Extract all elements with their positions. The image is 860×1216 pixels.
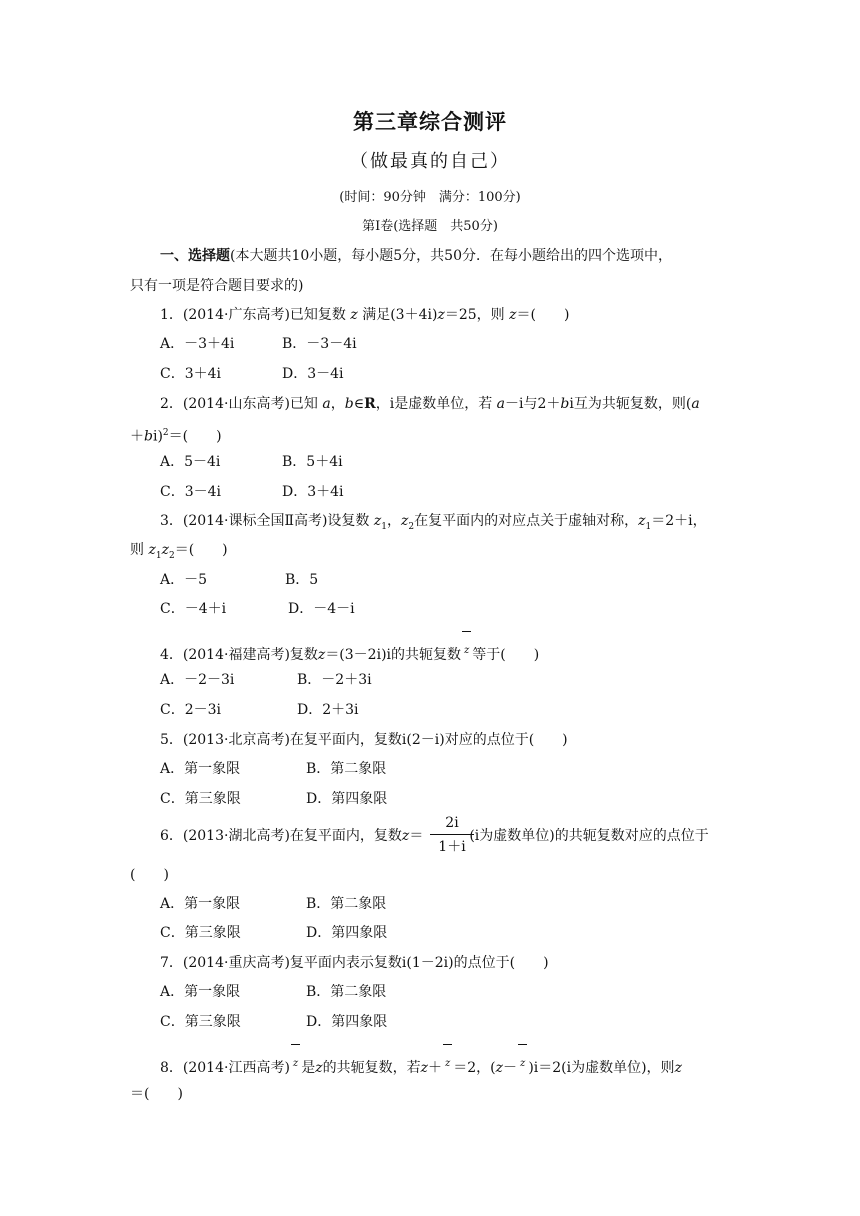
q4-option-d: D．2＋3i	[297, 702, 359, 718]
part-heading: 第Ⅰ卷(选择题 共50分)	[362, 219, 498, 234]
q2-option-c: C．3－4i	[160, 484, 222, 500]
question-8-line2: ＝( )	[130, 1086, 183, 1102]
q3-option-a: A．－5	[160, 572, 208, 588]
q1-option-a: A．－3＋4i	[160, 336, 235, 352]
fraction-denominator: 1＋i	[438, 839, 466, 855]
q2-option-a: A．5－4i	[160, 454, 221, 470]
conjugate-z: z	[461, 642, 472, 660]
question-2: 2．(2014·山东高考)已知 a，b∈R，i是虚数单位，若 a－i与2＋bi互为共轭复数，则(a	[160, 396, 700, 412]
q2-option-d: D．3＋4i	[282, 484, 344, 500]
question-4: 4．(2014·福建高考)复数z＝(3－2i)i的共轭复数 z 等于( )	[160, 642, 539, 664]
q7-option-d: D．第四象限	[306, 1014, 388, 1030]
q6-option-d: D．第四象限	[306, 925, 388, 941]
question-7: 7．(2014·重庆高考)复平面内表示复数i(1－2i)的点位于( )	[160, 955, 549, 971]
section-heading: 一、选择题	[160, 248, 230, 264]
q6-option-b: B．第二象限	[306, 896, 387, 912]
q7-option-c: C．第三象限	[160, 1014, 241, 1030]
q6-option-c: C．第三象限	[160, 925, 241, 941]
q1-option-b: B．－3－4i	[282, 336, 357, 352]
q4-option-b: B．－2＋3i	[297, 672, 372, 688]
q1-option-d: D．3－4i	[282, 366, 344, 382]
q5-option-a: A．第一象限	[160, 761, 241, 777]
page-title: 第三章综合测评	[353, 109, 507, 134]
q3-option-b: B．5	[285, 572, 319, 588]
conjugate-z: z	[290, 1055, 301, 1073]
q3-option-d: D．－4－i	[288, 601, 355, 617]
q4-option-a: A．－2－3i	[160, 672, 235, 688]
q7-option-a: A．第一象限	[160, 984, 241, 1000]
question-3: 3．(2014·课标全国Ⅱ高考)设复数 $z_1$，$z_2$在复平面内的对应点关于虚轴对称，$z_1=2+i$，	[160, 513, 707, 532]
q1-option-c: C．3＋4i	[160, 366, 222, 382]
q6-option-a: A．第一象限	[160, 896, 241, 912]
fraction-bar	[430, 834, 474, 835]
question-6: 6．(2013·湖北高考)在复平面内，复数z＝ (i为虚数单位)的共轭复数对应的点位于	[160, 828, 709, 844]
section-text: (本大题共10小题，每小题5分，共50分．在每小题给出的四个选项中，	[230, 248, 672, 264]
q2-option-b: B．5＋4i	[282, 454, 343, 470]
exam-meta: (时间：90分钟 满分：100分)	[339, 190, 521, 205]
question-8: 8．(2014·江西高考) z 是z的共轭复数，若z＋ z ＝2，(z－ z )i＝2(i为虚数单位)，则z	[160, 1055, 682, 1077]
fraction-2i-over-1-plus-i	[430, 815, 474, 857]
fraction-numerator: 2i	[445, 815, 459, 831]
conjugate-z: z	[442, 1055, 453, 1073]
question-2-line2: ＋bi)$^2$＝( )	[130, 428, 222, 445]
section-intro-line2: 只有一项是符合题目要求的)	[130, 278, 304, 294]
question-1: 1．(2014·广东高考)已知复数 z 满足(3＋4i)z＝25，则 z＝( )	[160, 307, 570, 323]
question-3-line2: 则 $z_1z_2=$( )	[130, 542, 228, 561]
question-6-line2: ( )	[130, 867, 169, 883]
section-intro	[160, 247, 672, 265]
q5-option-c: C．第三象限	[160, 791, 241, 807]
q5-option-d: D．第四象限	[306, 791, 388, 807]
page-subtitle: （做最真的自己）	[350, 151, 510, 172]
q3-option-c: C．－4＋i	[160, 601, 227, 617]
q4-option-c: C．2－3i	[160, 702, 222, 718]
conjugate-z: z	[517, 1055, 528, 1073]
question-5: 5．(2013·北京高考)在复平面内，复数i(2－i)对应的点位于( )	[160, 732, 568, 748]
q5-option-b: B．第二象限	[306, 761, 387, 777]
q7-option-b: B．第二象限	[306, 984, 387, 1000]
